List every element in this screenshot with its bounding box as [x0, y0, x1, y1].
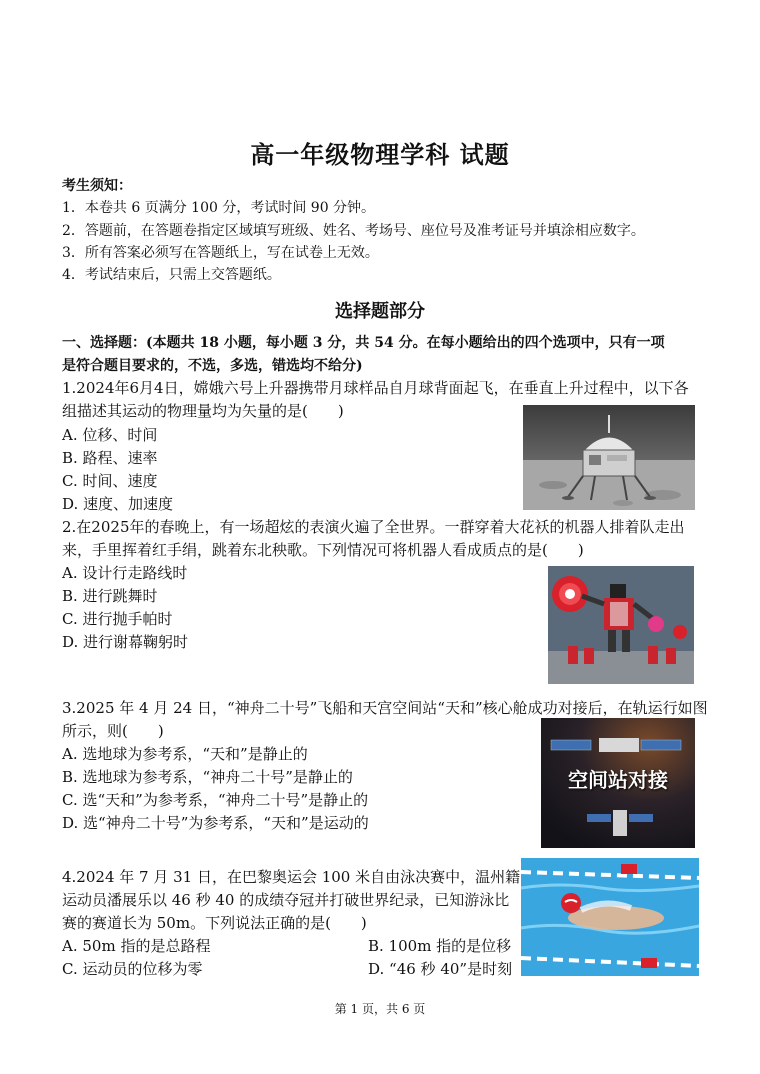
question-stem: 组描述其运动的物理量均为矢量的是( ) — [62, 402, 344, 420]
notice-item: 1．本卷共 6 页满分 100 分，考试时间 90 分钟。 — [62, 200, 376, 216]
option-b: B. 选地球为参考系，“神舟二十号”是静止的 — [62, 768, 353, 786]
option-b: B. 100m 指的是位移 — [368, 937, 512, 955]
dancing-robots-image — [548, 566, 694, 684]
option-c: C. 时间、速度 — [62, 472, 158, 490]
option-c: C. 运动员的位移为零 — [62, 960, 203, 978]
image-caption: 空间站对接 — [568, 768, 668, 792]
part-heading-line: 一、选择题：(本题共 18 小题，每小题 3 分，共 54 分。在每小题给出的四个选项中，只有一项 — [62, 335, 665, 351]
option-d: D. 进行谢幕鞠躬时 — [62, 633, 189, 651]
option-a: A. 选地球为参考系，“天和”是静止的 — [62, 745, 308, 763]
option-d: D. “46 秒 40”是时刻 — [368, 960, 513, 978]
question-stem: 4.2024 年 7 月 31 日，在巴黎奥运会 100 米自由泳决赛中，温州籍 — [62, 868, 521, 886]
option-c: C. 进行抛手帕时 — [62, 610, 173, 628]
option-a: A. 50m 指的是总路程 — [62, 937, 211, 955]
notice-item: 2．答题前，在答题卷指定区域填写班级、姓名、考场号、座位号及准考证号并填涂相应数字。 — [62, 223, 645, 239]
question-stem: 2.在2025年的春晚上，有一场超炫的表演火遍了全世界。一群穿着大花袄的机器人排着队走出 — [62, 518, 685, 536]
question-stem: 赛的赛道长为 50m。下列说法正确的是( ) — [62, 914, 367, 932]
question-stem: 所示，则( ) — [62, 722, 164, 740]
notice-heading: 考生须知： — [62, 178, 132, 194]
question-stem: 来，手里挥着红手绢，跳着东北秧歌。下列情况可将机器人看成质点的是( ) — [62, 541, 584, 559]
page-footer: 第 1 页，共 6 页 — [334, 1002, 426, 1016]
lunar-lander-image — [523, 405, 695, 510]
space-station-image — [541, 718, 695, 848]
option-c: C. 选“天和”为参考系，“神舟二十号”是静止的 — [62, 791, 369, 809]
section-title: 选择题部分 — [335, 301, 425, 322]
question-stem: 运动员潘展乐以 46 秒 40 的成绩夺冠并打破世界纪录，已知游泳比 — [62, 891, 510, 909]
option-b: B. 进行跳舞时 — [62, 587, 158, 605]
notice-item: 3．所有答案必须写在答题纸上，写在试卷上无效。 — [62, 245, 379, 261]
option-b: B. 路程、速率 — [62, 449, 158, 467]
option-a: A. 位移、时间 — [62, 426, 158, 444]
option-d: D. 速度、加速度 — [62, 495, 174, 513]
question-stem: 1.2024年6月4日，嫦娥六号上升器携带月球样品自月球背面起飞，在垂直上升过程中，以下各 — [62, 379, 689, 397]
page-title: 高一年级物理学科 试题 — [250, 140, 510, 169]
notice-item: 4．考试结束后，只需上交答题纸。 — [62, 267, 281, 283]
question-stem: 3.2025 年 4 月 24 日，“神舟二十号”飞船和天宫空间站“天和”核心舱成功对接后，在轨运行如图 — [62, 699, 708, 717]
option-d: D. 选“神舟二十号”为参考系，“天和”是运动的 — [62, 814, 369, 832]
part-heading-line: 是符合题目要求的，不选，多选，错选均不给分) — [62, 358, 363, 374]
swimmer-image — [521, 858, 699, 976]
option-a: A. 设计行走路线时 — [62, 564, 188, 582]
